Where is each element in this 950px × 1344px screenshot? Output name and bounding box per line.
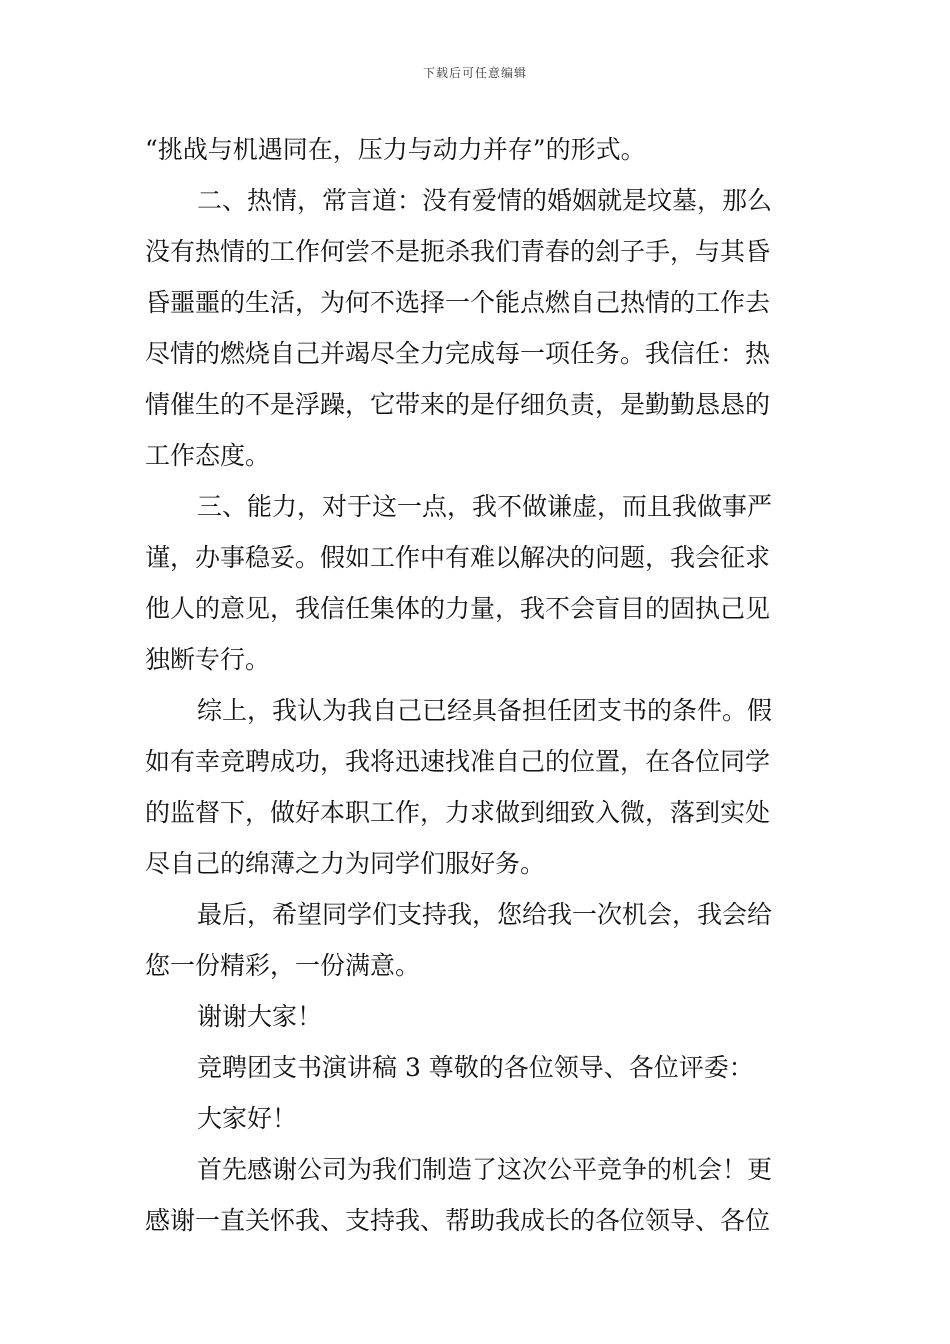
- text-line: 您一份精彩，一份满意。: [145, 951, 421, 980]
- text-line: 工作态度。: [145, 441, 271, 470]
- text-line: “挑战与机遇同在，压力与动力并存”的形式。: [145, 135, 646, 164]
- text-line: 如有幸竞聘成功，我将迅速找准自己的位置，在各位同学: [145, 747, 771, 776]
- text-line: 谢谢大家！: [197, 1002, 323, 1031]
- text-line: 尽情的燃烧自己并竭尽全力完成每一项任务。我信任：热: [145, 339, 771, 368]
- text-line: 综上，我认为我自己已经具备担任团支书的条件。假: [197, 696, 773, 725]
- text-line: 首先感谢公司为我们制造了这次公平竞争的机会！更: [197, 1155, 773, 1184]
- text-line: 最后，希望同学们支持我，您给我一次机会，我会给: [197, 900, 773, 929]
- text-line: 谨，办事稳妥。假如工作中有难以解决的问题，我会征求: [145, 543, 771, 572]
- text-line: 竞聘团支书演讲稿 3 尊敬的各位领导、各位评委：: [197, 1053, 754, 1082]
- page-header: 下载后可任意编辑: [422, 66, 527, 80]
- text-line: 没有热情的工作何尝不是扼杀我们青春的刽子手，与其昏: [145, 237, 771, 266]
- text-line: 感谢一直关怀我、支持我、帮助我成长的各位领导、各位: [145, 1206, 771, 1235]
- text-line: 二、热情，常言道：没有爱情的婚姻就是坟墓，那么: [197, 186, 773, 215]
- text-line: 的监督下，做好本职工作，力求做到细致入微，落到实处: [145, 798, 771, 827]
- text-line: 独断专行。: [145, 645, 271, 674]
- text-line: 昏噩噩的生活，为何不选择一个能点燃自己热情的工作去: [145, 288, 771, 317]
- text-line: 尽自己的绵薄之力为同学们服好务。: [145, 849, 546, 878]
- text-line: 他人的意见，我信任集体的力量，我不会盲目的固执己见: [145, 594, 771, 623]
- text-line: 大家好！: [197, 1104, 298, 1133]
- text-line: 情催生的不是浮躁，它带来的是仔细负责，是勤勤恳恳的: [145, 390, 771, 419]
- document-body: [145, 124, 807, 1246]
- text-line: 三、能力，对于这一点，我不做谦虚，而且我做事严: [197, 492, 773, 521]
